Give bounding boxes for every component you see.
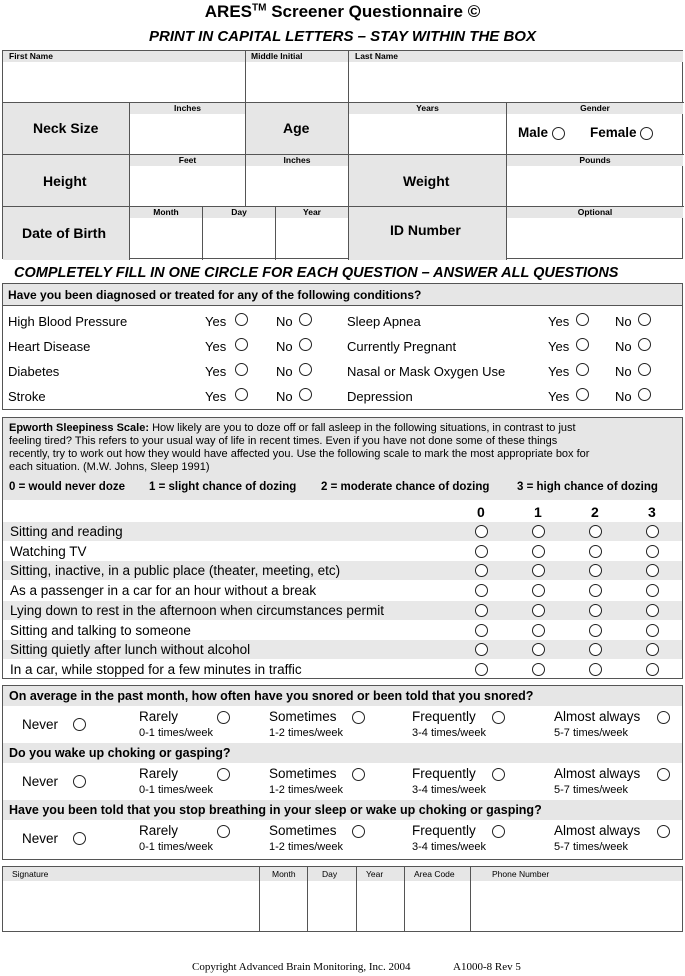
yes-radio[interactable]	[235, 388, 248, 401]
feet-label: Feet	[130, 155, 245, 166]
scale-column-2: 2	[591, 504, 599, 520]
id-label-cell	[349, 207, 507, 260]
no-radio[interactable]	[638, 313, 651, 326]
signature-label: Signature	[12, 869, 49, 879]
scale-3: 3 = high chance of dozing	[517, 481, 658, 493]
dob-month-field[interactable]	[130, 207, 203, 260]
never-radio[interactable]	[73, 775, 86, 788]
situation-radio-3[interactable]	[646, 604, 659, 617]
situation-radio-0[interactable]	[475, 545, 488, 558]
no-radio[interactable]	[638, 363, 651, 376]
frequency-question: On average in the past month, how often have you snored or been told that you snored?	[9, 689, 534, 703]
phone-number-field[interactable]	[471, 867, 682, 931]
frequency-radio[interactable]	[217, 825, 230, 838]
frequency-option-label: Frequently	[412, 823, 476, 838]
frequency-radio[interactable]	[352, 768, 365, 781]
situation-radio-1[interactable]	[532, 624, 545, 637]
dob-month-label: Month	[130, 207, 202, 218]
frequency-option-sub: 0-1 times/week	[139, 727, 213, 739]
no-label: No	[276, 364, 293, 379]
scale-0: 0 = would never doze	[9, 481, 125, 493]
pounds-label: Pounds	[507, 155, 683, 166]
signature-section	[2, 866, 683, 932]
epworth-text-1: How likely are you to doze off or fall asleep in the following situations, in contrast to just	[152, 422, 576, 434]
form-subtitle: PRINT IN CAPITAL LETTERS – STAY WITHIN THE BOX	[149, 28, 536, 45]
never-label: Never	[22, 831, 59, 846]
conditions-header-bar	[3, 284, 682, 306]
female-label: Female	[590, 125, 637, 140]
title-rest: Screener Questionnaire ©	[271, 2, 481, 21]
epworth-section	[2, 417, 683, 679]
neck-size-label: Neck Size	[33, 120, 99, 136]
neck-inches-label: Inches	[130, 103, 245, 114]
first-name-label: First Name	[3, 51, 245, 62]
epworth-label: Epworth Sleepiness Scale:	[9, 422, 149, 434]
weight-label: Weight	[403, 173, 450, 189]
condition-label: Heart Disease	[8, 339, 91, 354]
frequency-radio[interactable]	[352, 825, 365, 838]
scale-2: 2 = moderate chance of dozing	[321, 481, 490, 493]
age-years-field[interactable]	[349, 103, 507, 155]
situation-radio-0[interactable]	[475, 604, 488, 617]
yes-label: Yes	[205, 389, 227, 404]
epworth-intro	[3, 418, 682, 500]
frequency-question: Have you been told that you stop breathing in your sleep or wake up choking or gasping?	[9, 803, 542, 817]
sig-day-field[interactable]	[308, 867, 357, 931]
frequency-option-sub: 3-4 times/week	[412, 841, 486, 853]
frequency-option-sub: 1-2 times/week	[269, 841, 343, 853]
male-radio[interactable]	[552, 127, 565, 140]
never-label: Never	[22, 717, 59, 732]
no-radio[interactable]	[299, 363, 312, 376]
phone-number-label: Phone Number	[492, 869, 550, 879]
form-title	[0, 2, 685, 22]
id-number-label: ID Number	[390, 222, 461, 238]
situation-radio-0[interactable]	[475, 663, 488, 676]
female-option	[590, 125, 653, 140]
trademark: TM	[252, 2, 267, 14]
middle-initial-field[interactable]	[246, 51, 349, 103]
condition-label: High Blood Pressure	[8, 314, 128, 329]
condition-label: Nasal or Mask Oxygen Use	[347, 364, 506, 379]
demographics-grid	[2, 50, 683, 259]
no-radio[interactable]	[638, 338, 651, 351]
frequency-option-label: Rarely	[139, 709, 179, 724]
situation-radio-2[interactable]	[589, 624, 602, 637]
frequency-option-sub: 5-7 times/week	[554, 727, 628, 739]
copyright: Copyright Advanced Brain Monitoring, Inc. 2004	[192, 961, 411, 973]
neck-inches-field[interactable]	[130, 103, 246, 155]
form-id: A1000-8 Rev 5	[453, 961, 521, 973]
yes-label: Yes	[548, 364, 570, 379]
sig-year-field[interactable]	[357, 867, 405, 931]
frequency-option-sub: 0-1 times/week	[139, 784, 213, 796]
frequency-option-label: Rarely	[139, 823, 179, 838]
dob-label-cell	[3, 207, 130, 260]
gender-label: Gender	[507, 103, 683, 114]
weight-pounds-field[interactable]	[507, 155, 684, 207]
frequency-option-sub: 3-4 times/week	[412, 727, 486, 739]
conditions-question: Have you been diagnosed or treated for any of the following conditions?	[8, 288, 422, 302]
epworth-line-4: each situation. (M.W. Johns, Sleep 1991)	[9, 461, 210, 473]
middle-initial-label: Middle Initial	[246, 51, 348, 62]
situation-radio-2[interactable]	[589, 604, 602, 617]
situation-radio-1[interactable]	[532, 525, 545, 538]
frequency-option-sub: 1-2 times/week	[269, 727, 343, 739]
situation-label: Watching TV	[10, 543, 87, 559]
yes-label: Yes	[205, 364, 227, 379]
frequency-radio[interactable]	[657, 711, 670, 724]
dob-day-label: Day	[203, 207, 275, 218]
epworth-line-1	[9, 422, 576, 434]
never-radio[interactable]	[73, 718, 86, 731]
frequency-option-label: Sometimes	[269, 823, 337, 838]
condition-label: Diabetes	[8, 364, 60, 379]
situation-radio-1[interactable]	[532, 604, 545, 617]
male-option	[518, 125, 565, 140]
situation-label: Sitting and talking to someone	[10, 622, 191, 638]
signature-field[interactable]	[3, 867, 260, 931]
male-label: Male	[518, 125, 549, 140]
situation-radio-3[interactable]	[646, 624, 659, 637]
frequency-radio[interactable]	[492, 825, 505, 838]
frequency-option-sub: 5-7 times/week	[554, 784, 628, 796]
scale-column-0: 0	[477, 504, 485, 520]
yes-radio[interactable]	[235, 338, 248, 351]
no-label: No	[615, 364, 632, 379]
age-label-cell	[246, 103, 349, 155]
sig-year-label: Year	[366, 869, 384, 879]
sig-month-field[interactable]	[260, 867, 308, 931]
frequency-question: Do you wake up choking or gasping?	[9, 746, 231, 760]
frequency-radio[interactable]	[217, 768, 230, 781]
years-label: Years	[349, 103, 506, 114]
yes-label: Yes	[548, 389, 570, 404]
frequency-option-sub: 3-4 times/week	[412, 784, 486, 796]
frequency-option-label: Almost always	[554, 823, 641, 838]
no-label: No	[615, 314, 632, 329]
frequency-radio[interactable]	[352, 711, 365, 724]
frequency-option-sub: 0-1 times/week	[139, 841, 213, 853]
condition-label: Currently Pregnant	[347, 339, 457, 354]
epworth-line-3: recently, try to work out how they would have affected you. Use the following scale to mark the most appropriate box for	[9, 448, 590, 460]
instruction-banner: COMPLETELY FILL IN ONE CIRCLE FOR EACH QUESTION – ANSWER ALL QUESTIONS	[14, 265, 619, 281]
yes-radio[interactable]	[576, 363, 589, 376]
optional-field[interactable]	[507, 207, 684, 260]
situation-radio-2[interactable]	[589, 663, 602, 676]
no-radio[interactable]	[299, 313, 312, 326]
frequency-option-label: Frequently	[412, 709, 476, 724]
situation-radio-2[interactable]	[589, 584, 602, 597]
no-label: No	[615, 389, 632, 404]
frequency-section	[2, 685, 683, 860]
frequency-option-label: Sometimes	[269, 766, 337, 781]
yes-radio[interactable]	[576, 313, 589, 326]
situation-radio-1[interactable]	[532, 584, 545, 597]
frequency-radio[interactable]	[657, 768, 670, 781]
title-main: ARES	[204, 2, 252, 21]
gender-cell	[507, 103, 684, 155]
frequency-option-label: Frequently	[412, 766, 476, 781]
situation-label: Sitting and reading	[10, 524, 123, 539]
no-label: No	[276, 339, 293, 354]
never-radio[interactable]	[73, 832, 86, 845]
yes-label: Yes	[548, 314, 570, 329]
yes-radio[interactable]	[576, 388, 589, 401]
area-code-field[interactable]	[405, 867, 471, 931]
last-name-field[interactable]	[349, 51, 684, 103]
last-name-label: Last Name	[349, 51, 683, 62]
height-feet-field[interactable]	[130, 155, 246, 207]
yes-radio[interactable]	[576, 338, 589, 351]
sig-month-label: Month	[272, 869, 296, 879]
frequency-option-label: Almost always	[554, 766, 641, 781]
yes-label: Yes	[548, 339, 570, 354]
situation-label: Sitting, inactive, in a public place (theater, meeting, etc)	[10, 563, 341, 579]
sig-day-label: Day	[322, 869, 338, 879]
no-radio[interactable]	[638, 388, 651, 401]
frequency-option-sub: 1-2 times/week	[269, 784, 343, 796]
no-radio[interactable]	[299, 388, 312, 401]
height-inches-field[interactable]	[246, 155, 349, 207]
scale-column-1: 1	[534, 504, 542, 520]
height-inches-label: Inches	[246, 155, 348, 166]
no-label: No	[276, 389, 293, 404]
conditions-section	[2, 283, 683, 410]
weight-label-cell	[349, 155, 507, 207]
epworth-line-2: feeling tired? This refers to your usual way of life in recent times. Even if you have not done some of these things	[9, 435, 558, 447]
condition-label: Stroke	[8, 389, 46, 404]
height-label: Height	[43, 173, 87, 189]
situation-radio-3[interactable]	[646, 545, 659, 558]
no-radio[interactable]	[299, 338, 312, 351]
situation-label: In a car, while stopped for a few minutes in traffic	[10, 661, 302, 677]
frequency-radio[interactable]	[492, 768, 505, 781]
situation-radio-2[interactable]	[589, 525, 602, 538]
situation-radio-1[interactable]	[532, 663, 545, 676]
frequency-radio[interactable]	[657, 825, 670, 838]
no-label: No	[615, 339, 632, 354]
yes-label: Yes	[205, 339, 227, 354]
frequency-option-label: Sometimes	[269, 709, 337, 724]
situation-radio-0[interactable]	[475, 624, 488, 637]
never-label: Never	[22, 774, 59, 789]
scale-1: 1 = slight chance of dozing	[149, 481, 297, 493]
first-name-field[interactable]	[3, 51, 246, 103]
situation-radio-3[interactable]	[646, 584, 659, 597]
dob-day-field[interactable]	[203, 207, 276, 260]
situation-radio-3[interactable]	[646, 663, 659, 676]
frequency-radio[interactable]	[492, 711, 505, 724]
yes-radio[interactable]	[235, 313, 248, 326]
situation-label: Sitting quietly after lunch without alcohol	[10, 642, 251, 658]
area-code-label: Area Code	[414, 869, 455, 879]
yes-radio[interactable]	[235, 363, 248, 376]
situation-radio-0[interactable]	[475, 584, 488, 597]
height-label-cell	[3, 155, 130, 207]
neck-size-label-cell	[3, 103, 130, 155]
condition-label: Depression	[347, 389, 413, 404]
situation-label: Lying down to rest in the afternoon when circumstances permit	[10, 602, 384, 618]
frequency-option-sub: 5-7 times/week	[554, 841, 628, 853]
situation-radio-0[interactable]	[475, 525, 488, 538]
situation-radio-1[interactable]	[532, 545, 545, 558]
frequency-option-label: Rarely	[139, 766, 179, 781]
situation-radio-2[interactable]	[589, 545, 602, 558]
no-label: No	[276, 314, 293, 329]
frequency-option-label: Almost always	[554, 709, 641, 724]
optional-label: Optional	[507, 207, 683, 218]
condition-label: Sleep Apnea	[347, 314, 421, 329]
dob-year-label: Year	[276, 207, 348, 218]
dob-label: Date of Birth	[22, 225, 106, 241]
situation-radio-3[interactable]	[646, 525, 659, 538]
yes-label: Yes	[205, 314, 227, 329]
frequency-radio[interactable]	[217, 711, 230, 724]
age-label: Age	[283, 120, 310, 136]
scale-column-3: 3	[648, 504, 656, 520]
dob-year-field[interactable]	[276, 207, 349, 260]
situation-label: As a passenger in a car for an hour without a break	[10, 583, 317, 599]
female-radio[interactable]	[640, 127, 653, 140]
